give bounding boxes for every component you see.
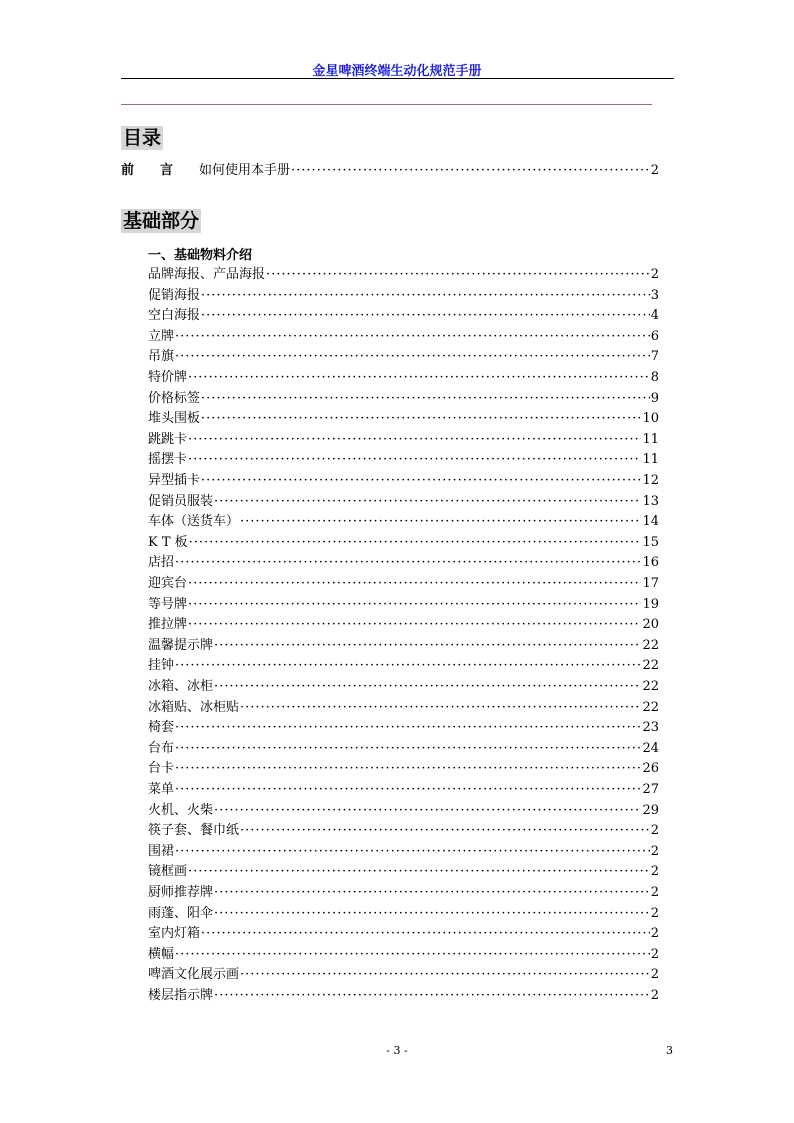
toc-entry-page: 11 bbox=[642, 452, 659, 468]
toc-entry-label: 台卡 bbox=[148, 761, 175, 777]
toc-entry[interactable] bbox=[148, 493, 659, 510]
dot-leader bbox=[240, 699, 641, 716]
toc-entry[interactable] bbox=[148, 802, 659, 819]
toc-entry-page: 22 bbox=[642, 637, 659, 653]
toc-entry-page: 2 bbox=[650, 823, 659, 839]
dot-leader bbox=[175, 328, 650, 345]
toc-entry-label: 温馨提示牌 bbox=[148, 637, 214, 653]
toc-entry[interactable] bbox=[148, 987, 659, 1004]
dot-leader bbox=[266, 266, 650, 283]
toc-entry-label: 堆头围板 bbox=[148, 411, 201, 427]
dot-leader bbox=[291, 162, 650, 179]
toc-entry[interactable] bbox=[148, 369, 659, 386]
toc-entry-label: 如何使用本手册 bbox=[199, 163, 291, 178]
dot-leader bbox=[175, 843, 650, 860]
toc-entry[interactable] bbox=[148, 472, 659, 489]
toc-entry-page: 3 bbox=[650, 287, 659, 303]
dot-leader bbox=[175, 554, 641, 571]
toc-entry-page: 2 bbox=[650, 885, 659, 900]
dot-leader bbox=[189, 534, 642, 551]
toc-entry-page: 12 bbox=[642, 473, 659, 488]
dot-leader bbox=[175, 657, 641, 674]
toc-entry[interactable] bbox=[148, 657, 659, 674]
dot-leader bbox=[201, 287, 650, 304]
toc-entry[interactable] bbox=[148, 513, 659, 530]
dot-leader bbox=[188, 451, 641, 468]
toc-entry[interactable] bbox=[148, 925, 659, 942]
footer-page-right: 3 bbox=[666, 1044, 673, 1057]
toc-entry[interactable] bbox=[148, 307, 659, 324]
dot-leader bbox=[175, 740, 641, 757]
toc-entry[interactable] bbox=[148, 678, 659, 695]
toc-entry-page: 7 bbox=[650, 349, 659, 365]
toc-entry-label: 等号牌 bbox=[148, 596, 188, 612]
toc-entry-page: 19 bbox=[642, 596, 659, 612]
toc-entry-page: 2 bbox=[650, 267, 659, 282]
toc-entry[interactable] bbox=[148, 596, 659, 613]
toc-entry[interactable] bbox=[148, 410, 659, 427]
toc-entry[interactable] bbox=[148, 348, 659, 365]
toc-entry-label: 品牌海报、产品海报 bbox=[148, 267, 266, 282]
dot-leader bbox=[214, 802, 641, 819]
divider-line bbox=[121, 104, 652, 105]
toc-entry-label: 围裙 bbox=[148, 843, 175, 859]
dot-leader bbox=[175, 719, 641, 736]
toc-entry-page: 2 bbox=[650, 864, 659, 880]
toc-entry[interactable] bbox=[148, 534, 659, 551]
toc-entry-label: 室内灯箱 bbox=[148, 926, 201, 942]
toc-entry-label: 啤酒文化展示画 bbox=[148, 967, 240, 983]
toc-entry[interactable] bbox=[148, 719, 659, 736]
toc-entry-label: 吊旗 bbox=[148, 349, 175, 365]
toc-entry-label: 价格标签 bbox=[148, 390, 201, 406]
toc-entry-page: 2 bbox=[650, 905, 659, 921]
toc-entry-page: 13 bbox=[642, 493, 659, 509]
toc-entry-page: 26 bbox=[642, 761, 659, 777]
toc-entry-page: 4 bbox=[650, 308, 659, 324]
dot-leader bbox=[201, 390, 650, 407]
page-header-title: 金星啤酒终端生动化规范手册 bbox=[312, 64, 482, 79]
toc-entry-label: 厨师推荐牌 bbox=[148, 885, 214, 900]
toc-entry-label: 椅套 bbox=[148, 720, 175, 736]
toc-entry-label: 冰箱贴、冰柜贴 bbox=[148, 699, 240, 715]
toc-entry-label: 店招 bbox=[148, 555, 175, 571]
toc-entry[interactable] bbox=[148, 740, 659, 757]
dot-leader bbox=[188, 863, 650, 880]
toc-entry-page: 15 bbox=[642, 534, 659, 550]
dot-leader bbox=[214, 884, 650, 901]
dot-leader bbox=[214, 493, 641, 510]
toc-entry[interactable] bbox=[148, 266, 659, 283]
toc-entry-label: 空白海报 bbox=[148, 308, 201, 324]
dot-leader bbox=[240, 966, 650, 983]
toc-entry[interactable] bbox=[148, 905, 659, 922]
dot-leader bbox=[214, 637, 641, 654]
dot-leader bbox=[188, 369, 650, 386]
toc-entry-page: 22 bbox=[642, 699, 659, 715]
toc-entry[interactable] bbox=[148, 946, 659, 963]
toc-entry-page: 11 bbox=[642, 431, 659, 447]
toc-entry[interactable] bbox=[148, 616, 659, 633]
toc-entry-label: 挂钟 bbox=[148, 658, 175, 674]
toc-entry[interactable] bbox=[148, 554, 659, 571]
toc-entry-page: 10 bbox=[642, 411, 659, 427]
toc-entry[interactable] bbox=[148, 431, 659, 448]
toc-entry-page: 20 bbox=[642, 617, 659, 633]
toc-entry[interactable] bbox=[148, 451, 659, 468]
dot-leader bbox=[188, 575, 641, 592]
dot-leader bbox=[188, 431, 641, 448]
toc-entry-page: 8 bbox=[650, 370, 659, 385]
toc-entry-label: 立牌 bbox=[148, 328, 175, 344]
toc-entry[interactable] bbox=[148, 328, 659, 345]
dot-leader bbox=[240, 513, 641, 530]
toc-entry-page: 22 bbox=[642, 658, 659, 674]
toc-entry-page: 27 bbox=[642, 782, 659, 797]
dot-leader bbox=[240, 822, 650, 839]
toc-entry-label: 台布 bbox=[148, 740, 175, 756]
toc-entry-label: 火机、火柴 bbox=[148, 802, 214, 818]
toc-entry-label: 特价牌 bbox=[148, 370, 188, 385]
preface-key: 前言 bbox=[121, 163, 200, 178]
toc-entry-page: 23 bbox=[642, 720, 659, 736]
dot-leader bbox=[175, 348, 650, 365]
toc-entry[interactable] bbox=[148, 822, 659, 839]
toc-entry-label: 摇摆卡 bbox=[148, 452, 188, 468]
toc-entry[interactable] bbox=[148, 760, 659, 777]
toc-entry[interactable] bbox=[148, 699, 659, 716]
toc-entry-label: 雨蓬、阳伞 bbox=[148, 905, 214, 921]
basics-heading: 基础部分 bbox=[123, 210, 200, 232]
toc-entry-label: 跳跳卡 bbox=[148, 431, 188, 447]
toc-entry-page: 17 bbox=[642, 576, 659, 591]
toc-entry[interactable] bbox=[148, 390, 659, 407]
toc-entry-label: 车体（送货车） bbox=[148, 514, 240, 530]
dot-leader bbox=[175, 760, 641, 777]
toc-entry-label: 推拉牌 bbox=[148, 617, 188, 633]
toc-entry[interactable] bbox=[148, 843, 659, 860]
toc-entry-label: 迎宾台 bbox=[148, 576, 188, 591]
toc-entry-page: 2 bbox=[650, 946, 659, 962]
toc-entry[interactable] bbox=[148, 781, 659, 798]
toc-entry-page: 2 bbox=[650, 926, 659, 942]
toc-entry-page: 2 bbox=[650, 163, 659, 178]
dot-leader bbox=[175, 946, 650, 963]
toc-entry-label: 菜单 bbox=[148, 782, 175, 797]
toc-entry[interactable] bbox=[148, 863, 659, 880]
toc-entry-page: 6 bbox=[650, 328, 659, 344]
dot-leader bbox=[188, 616, 641, 633]
toc-entry-label: 促销员服装 bbox=[148, 493, 214, 509]
toc-entry-label: 筷子套、餐巾纸 bbox=[148, 823, 240, 839]
toc-entry[interactable] bbox=[148, 966, 659, 983]
section-title: 一、基础物料介绍 bbox=[148, 248, 253, 263]
dot-leader bbox=[201, 410, 641, 427]
dot-leader bbox=[201, 307, 650, 324]
toc-entry-label: K T 板 bbox=[148, 534, 188, 550]
toc-entry-label: 楼层指示牌 bbox=[148, 988, 214, 1003]
toc-entry-label: 冰箱、冰柜 bbox=[148, 679, 214, 694]
toc-entry-label: 异型插卡 bbox=[148, 473, 201, 488]
dot-leader bbox=[201, 925, 650, 942]
dot-leader bbox=[214, 678, 641, 695]
footer-page-center: - 3 - bbox=[386, 1044, 408, 1057]
dot-leader bbox=[214, 905, 650, 922]
toc-entry-page: 16 bbox=[642, 555, 659, 571]
toc-entry-label: 镜框画 bbox=[148, 864, 188, 880]
header-rule bbox=[121, 78, 674, 79]
toc-entry-page: 29 bbox=[642, 802, 659, 818]
toc-entry-page: 2 bbox=[650, 843, 659, 859]
toc-entry-page: 2 bbox=[650, 988, 659, 1003]
toc-entry-page: 14 bbox=[642, 514, 659, 530]
toc-entry-page: 24 bbox=[642, 740, 659, 756]
dot-leader bbox=[175, 781, 641, 798]
dot-leader bbox=[201, 472, 641, 489]
toc-entry-label: 促销海报 bbox=[148, 287, 201, 303]
toc-entry-page: 22 bbox=[642, 679, 659, 694]
toc-entry-page: 2 bbox=[650, 967, 659, 983]
dot-leader bbox=[188, 596, 641, 613]
toc-entry[interactable] bbox=[148, 637, 659, 654]
toc-entry[interactable] bbox=[148, 575, 659, 592]
toc-entry[interactable] bbox=[148, 287, 659, 304]
toc-heading: 目录 bbox=[123, 127, 162, 149]
toc-entry-page: 9 bbox=[650, 390, 659, 406]
toc-entry-preface[interactable] bbox=[121, 162, 659, 179]
toc-entry[interactable] bbox=[148, 884, 659, 901]
dot-leader bbox=[214, 987, 650, 1004]
toc-entry-label: 横幅 bbox=[148, 946, 175, 962]
